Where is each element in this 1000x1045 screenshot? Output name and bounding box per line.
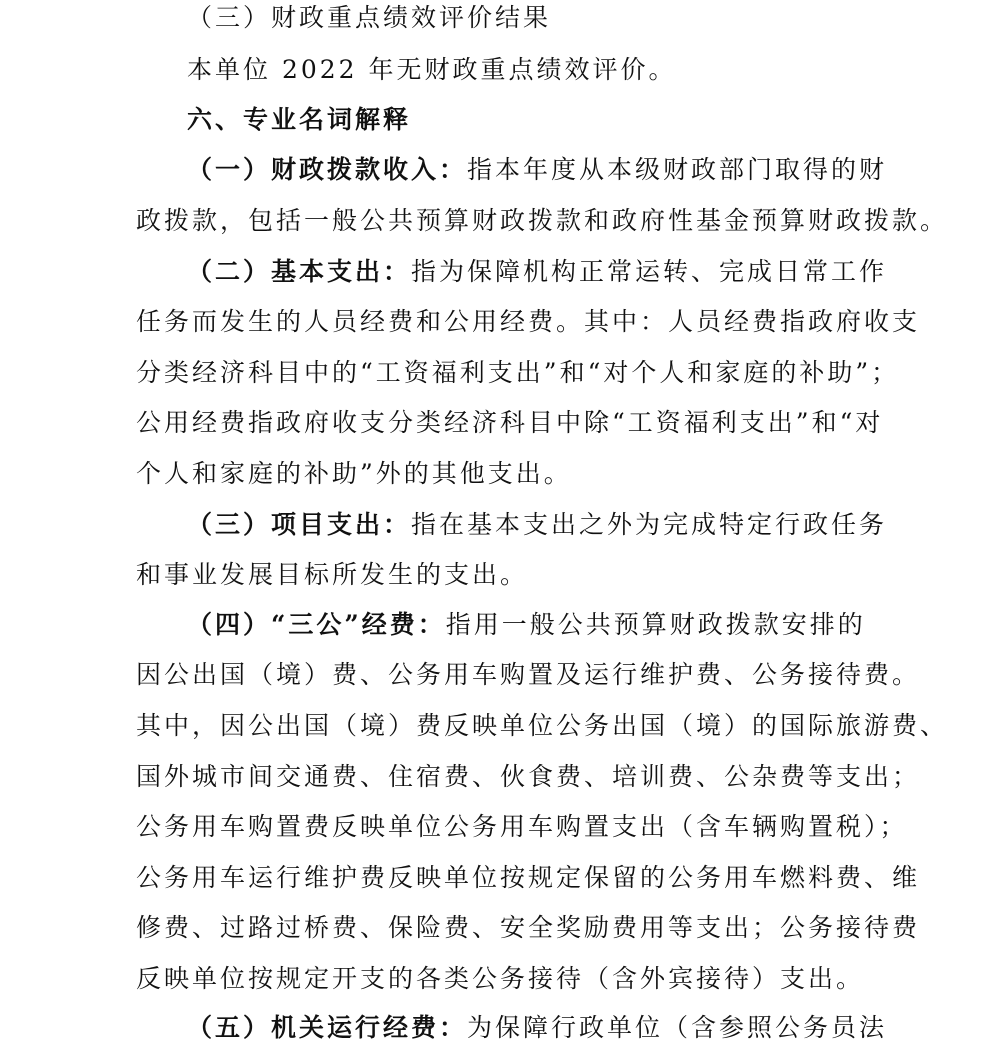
term4-line-6: 公务用车运行维护费反映单位按规定保留的公务用车燃料费、维: [136, 863, 921, 892]
term4-line-5: 公务用车购置费反映单位公务用车购置支出（含车辆购置税）；: [136, 812, 908, 841]
term1-label: （一）财政拨款收入：: [187, 155, 468, 184]
term3-label: （三）项目支出：: [187, 510, 412, 539]
term5-first-line: [187, 1011, 887, 1045]
term4-text: 指用一般公共预算财政拨款安排的: [445, 610, 866, 639]
term4-line-8: 反映单位按规定开支的各类公务接待（含外宾接待）支出。: [136, 964, 865, 993]
term4-first-line: [187, 608, 866, 642]
term4-line-7: 修费、过路过桥费、保险费、安全奖励费用等支出；公务接待费: [136, 913, 921, 942]
term4-line-4: 国外城市间交通费、住宿费、伙食费、培训费、公杂费等支出；: [136, 762, 921, 791]
term5-text: 为保障行政单位（含参照公务员法: [467, 1013, 888, 1042]
term1-text: 指本年度从本级财政部门取得的财: [467, 155, 888, 184]
term1-line-2: 政拨款，包括一般公共预算财政拨款和政府性基金预算财政拨款。: [136, 206, 949, 235]
term5-label: （五）机关运行经费：: [187, 1013, 468, 1042]
section3-body: 本单位 2022 年无财政重点绩效评价。: [187, 55, 677, 84]
term4-line-2: 因公出国（境）费、公务用车购置及运行维护费、公务接待费。: [136, 660, 921, 689]
term2-line-2: 任务而发生的人员经费和公用经费。其中：人员经费指政府收支: [136, 307, 921, 336]
term2-label: （二）基本支出：: [187, 257, 412, 286]
term2-line-3: 分类经济科目中的“工资福利支出”和“对个人和家庭的补助”；: [136, 358, 900, 387]
term4-line-3: 其中，因公出国（境）费反映单位公务出国（境）的国际旅游费、: [136, 711, 949, 740]
section6-heading: 六、专业名词解释: [187, 105, 412, 134]
term2-first-line: [187, 255, 887, 289]
term1-first-line: [187, 153, 887, 187]
section3-heading: （三）财政重点绩效评价结果: [187, 3, 552, 32]
term4-label: （四）“三公”经费：: [187, 610, 446, 639]
term3-text: 指在基本支出之外为完成特定行政任务: [411, 510, 888, 539]
term2-line-4: 公用经费指政府收支分类经济科目中除“工资福利支出”和“对: [136, 408, 884, 437]
term3-line-2: 和事业发展目标所发生的支出。: [136, 560, 529, 589]
term2-line-5: 个人和家庭的补助”外的其他支出。: [136, 459, 572, 488]
term2-text: 指为保障机构正常运转、完成日常工作: [411, 257, 888, 286]
term3-first-line: [187, 508, 887, 542]
